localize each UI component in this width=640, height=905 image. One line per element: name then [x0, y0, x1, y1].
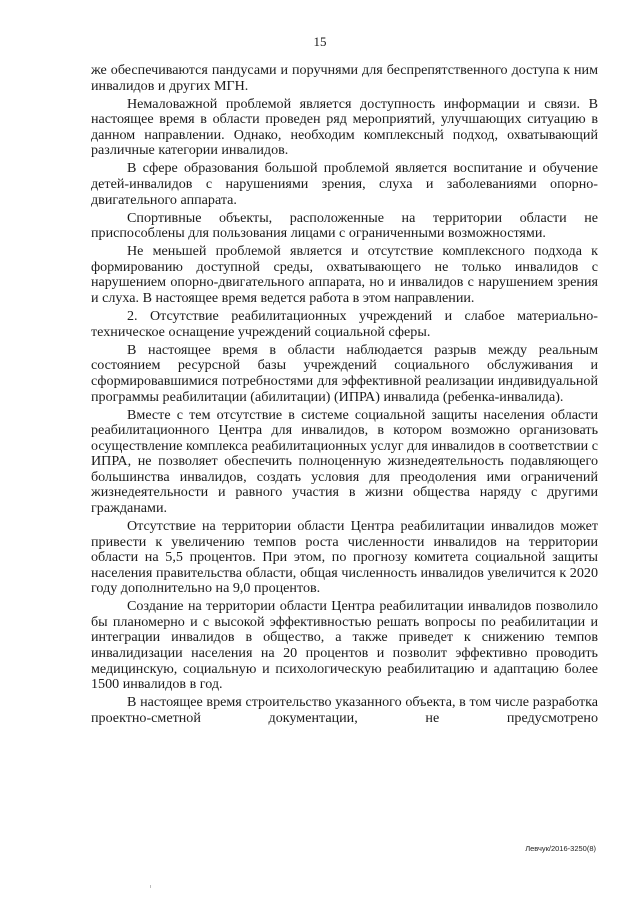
paragraph-10: Создание на территории области Центра реабилитации инвалидов позволило бы планомерно и с высокой эффективностью решать вопросы по реабилитации и интеграции инвалидов в общество, а также приведет к снижению темпов инвалидизации населения на 20 процентов и позволит эффективно проводить медицинскую, социальную и психологическую реабилитацию и адаптацию более 1500 инвалидов в год. [91, 598, 598, 693]
paragraph-8: Вместе с тем отсутствие в системе социальной защиты населения области реабилитационного Центра для инвалидов, в котором возможно организовать осуществление комплекса реабилитационных услуг для инвалидов в соответствии с ИПРА, не позволяет обеспечить полноценную жизнедеятельность подавляющего большинства инвалидов, создать условия для преодоления ими ограничений жизнедеятельности и равного участия в жизни общества наряду с другими гражданами. [91, 406, 598, 516]
paragraph-4: Спортивные объекты, расположенные на территории области не приспособлены для пользования лицами с ограниченными возможностями. [91, 209, 598, 242]
paragraph-9: Отсутствие на территории области Центра реабилитации инвалидов может привести к увеличению темпов роста численности инвалидов на территории области на 5,5 процентов. При этом, по прогнозу комитета социальной защиты населения правительства области, общая численность инвалидов увеличится к 2020 году дополнительно на 9,0 процентов. [91, 518, 598, 597]
paragraph-7: В настоящее время в области наблюдается разрыв между реальным состоянием ресурсной базы учреждений социального обслуживания и сформировавшимися потребностями для эффективной реализации индивидуальной программы реабилитации (абилитации) (ИПРА) инвалида (ребенка-инвалида). [91, 341, 598, 405]
paragraph-11: В настоящее время строительство указанного объекта, в том числе разработка проектно-сметной документации, не предусмотрено [91, 694, 598, 726]
page-number: 15 [313, 34, 327, 49]
scan-speck [150, 885, 151, 888]
document-body [91, 63, 598, 729]
document-registration-code: Левчук/2016-3250(8) [525, 844, 596, 853]
paragraph-5: Не меньшей проблемой является и отсутствие комплексного подхода к формированию доступной среды, охватывающего не только инвалидов с нарушением опорно-двигательного аппарата, но и инвалидов с нарушением зрения и слуха. В настоящее время ведется работа в этом направлении. [91, 243, 598, 307]
paragraph-3: В сфере образования большой проблемой является воспитание и обучение детей-инвалидов с нарушениями зрения, слуха и заболеваниями опорно-двигательного аппарата. [91, 160, 598, 208]
paragraph-1: же обеспечиваются пандусами и поручнями для беспрепятственного доступа к ним инвалидов и других МГН. [91, 62, 598, 94]
paragraph-6: 2. Отсутствие реабилитационных учреждений и слабое материально-техническое оснащение учреждений социальной сферы. [91, 308, 598, 340]
paragraph-2: Немаловажной проблемой является доступность информации и связи. В настоящее время в области проведен ряд мероприятий, улучшающих ситуацию в данном направлении. Однако, необходим комплексный подход, охватывающий различные категории инвалидов. [91, 95, 598, 159]
